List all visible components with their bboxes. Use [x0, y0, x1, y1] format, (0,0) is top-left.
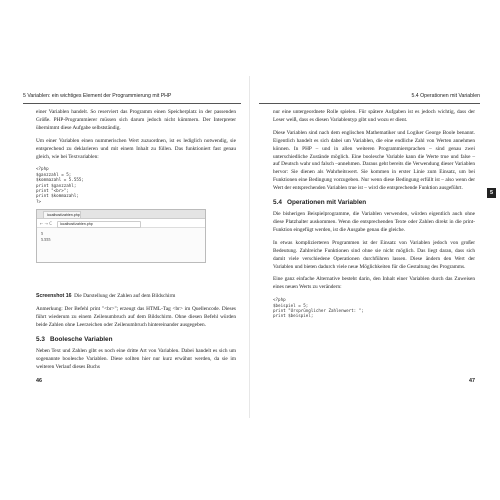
paragraph: Um einer Variablen einen nummerischen Wert zuzuordnen, ist es lediglich notwendig, sie entsprechend zu deklarieren und mit einem Inhalt zu füllen. Das funktioniert fast genau gleich, wie bei Textvariablen:: [36, 137, 236, 160]
header-rule: [259, 103, 480, 104]
paragraph: Neben Text und Zahlen gibt es noch eine dritte Art von Variablen. Dabei handelt es sich um sogenannte boolesche Variablen. Diese sollten hier nur kurz erwähnt werden, da sie im weiteren Verlauf dieses Buchs: [36, 347, 236, 370]
browser-screenshot: [36, 209, 206, 263]
paragraph: Eine ganz einfache Alternative besteht darin, den Inhalt einer Variablen durch das Zuweisen eines neuen Werts zu verändern:: [273, 276, 475, 291]
nav-arrows-icon: ← → C: [40, 221, 53, 227]
book-spread: [4, 76, 496, 418]
header-rule: [23, 103, 241, 104]
page-number: 46: [36, 378, 42, 384]
paragraph: einer Variablen handelt. So reserviert das Programm einen Speicherplatz in der passenden Größe. PHP-Programmierer müssen sich darum jedoch nicht kümmern. Der Interpreter übernimmt diese Aufgabe selbstständig.: [36, 109, 236, 131]
paragraph: nur eine untergeordnete Rolle spielen. Für spätere Aufgaben ist es jedoch wichtig, dass der Leser weiß, dass es diesen Variablentyp gibt und wozu er dient.: [273, 109, 475, 123]
section-number: 5.3: [36, 335, 45, 343]
code-listing: <?php $ganzzahl = 5; $kommazahl = 5.555; print $ganzzahl; print "<br>"; print $kommazahl; ?>: [36, 166, 84, 204]
paragraph: In etwas komplizierteren Programmen ist der Einsatz von Variablen jedoch von großer Bedeutung. Zahlreiche Funktionen sind ohne sie nicht möglich. Das liegt daran, dass sich damit viele verschiedene Operationen durchführen lassen. Diese ändern den Wert der Variablen und bieten dadurch viele neue Möglichkeiten für die Gestaltung des Programms.: [273, 239, 475, 270]
caption-text: Die Darstellung der Zahlen auf dem Bildschirm: [74, 293, 176, 300]
section-title: Boolesche Variablen: [50, 335, 113, 343]
browser-output: 5 5.555: [41, 231, 51, 242]
url-field: localhost/zahlen.php: [57, 221, 141, 228]
paragraph: Die bisherigen Beispielprogramme, die Variablen verwenden, würden eigentlich auch ohne diese Platzhalter auskommen. Wenn die entsprechenden Texte oder Zahlen direkt in die print-Funktion eingefügt werden, ist die Ausgabe genau die gleiche.: [273, 211, 475, 233]
page-number: 47: [469, 378, 475, 384]
section-heading: [273, 199, 475, 207]
chapter-tab-marker: 5: [487, 188, 496, 198]
running-header: 5.4 Operationen mit Variablen: [411, 93, 480, 99]
running-header: 5 Variablen: ein wichtiges Element der Programmierung mit PHP: [23, 93, 172, 99]
right-page: [250, 76, 496, 418]
section-title: Operationen mit Variablen: [287, 199, 367, 207]
code-listing: <?php $beispiel = 5; print "Ursprünglicher Zahlenwert: "; print $beispiel;: [273, 297, 364, 319]
caption-label: Screenshot 16: [36, 293, 72, 300]
browser-tab-bar: [37, 210, 205, 219]
browser-tab: localhost/zahlen.php: [43, 211, 81, 218]
left-page-content: [36, 109, 236, 377]
right-page-content: [273, 109, 475, 324]
section-number: 5.4: [273, 199, 282, 207]
figure-caption: [36, 293, 236, 301]
paragraph: Diese Variablen sind nach dem englischen Mathematiker und Logiker George Boole benannt. Eigentlich handelt es sich dabei um Variablen, die eine endliche Zahl von Werten annehmen können. In PHP – und in allen weiteren Programmiersprachen – sind genau zwei unterschiedliche Zustände möglich. Eine boolesche Variable kann die Werte true und false – auf Deutsch wahr und falsch –annehmen. Daraus geht bereits die Verwendung dieser Variablen hervor: Sie dienen als Wahrheitswert. Sie kommen in erster Linie zum Einsatz, um bei Funktionen eine Bedingung vorzugeben. Nur wenn diese Bedingung erfüllt ist – also wenn der Wert der entsprechenden Variablen true ist – wird die entsprechende Funktion ausgeführt.: [273, 129, 475, 192]
note-paragraph: Anmerkung: Der Befehl print "<br>"; erzeugt das HTML-Tag <br> im Quellencode. Dieses führt wiederum zu einem Zeilenumbruch auf dem Bildschirm. Ohne diesen Befehl würden beide Zahlen ohne Leerzeichen oder Zeilenumbruch hintereinander ausgegeben.: [36, 306, 236, 328]
section-heading: [36, 336, 236, 344]
browser-address-bar: [37, 219, 205, 228]
left-page: [4, 76, 250, 418]
